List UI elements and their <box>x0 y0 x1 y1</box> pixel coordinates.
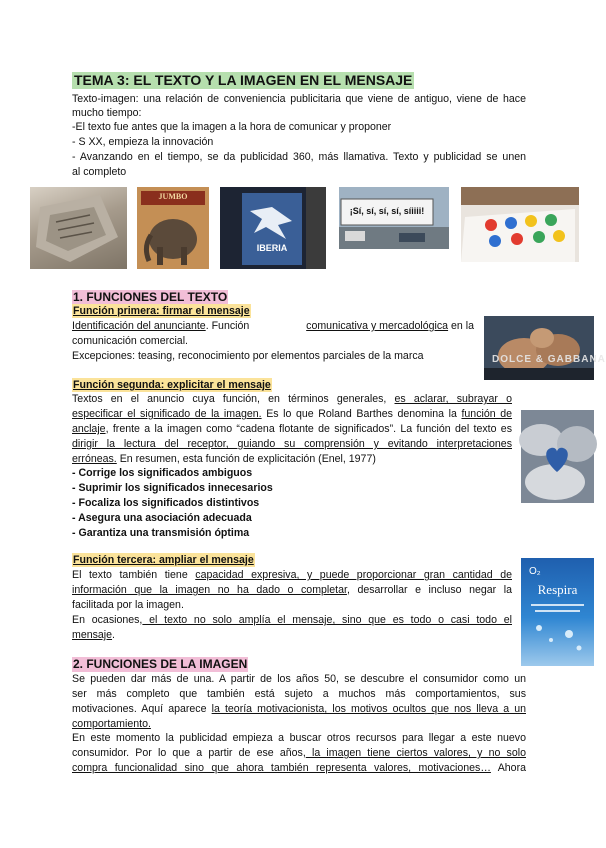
section-2-line <box>72 702 526 717</box>
text-span: En resumen, esta función de explicitación (Enel, 1977) <box>116 453 376 465</box>
twister-bed-image <box>461 187 579 262</box>
text-span: compra funcionalidad sino que ahora también representa valores, motivaciones… <box>72 762 491 774</box>
text-span: , frente a la imagen como “cadena flotante de significados”. La función del texto es <box>105 423 512 435</box>
function-3-line: facilitada por la imagen. <box>72 599 184 611</box>
function-2-line: dirigir la lectura del receptor, guiando su comprensión y evitando interpretaciones <box>72 438 512 450</box>
function-1-line: comunicación comercial. <box>72 335 188 347</box>
text-span: la imagen tiene ciertos valores, y no solo <box>305 747 526 759</box>
function-1-title: Función primera: firmar el mensaje <box>73 305 250 317</box>
billboard-text: ¡Sí, sí, sí, sí, síiiii! <box>349 206 425 216</box>
o2-bubbles-graphic <box>521 558 594 666</box>
dolce-gabbana-ad-image <box>484 316 606 380</box>
text-span: . <box>112 629 115 641</box>
text-span: el texto no solo amplía el mensaje, sino que es todo o casi todo el <box>142 614 512 626</box>
intro-line: - Avanzando en el tiempo, se da publicidad 360, más llamativa. Texto y publicidad se unen <box>72 151 526 163</box>
bullet-item: - Focaliza los significados distintivos <box>72 497 260 509</box>
function-3-line <box>72 583 512 598</box>
billboard-street-image <box>339 187 449 249</box>
intro-line: Texto-imagen: una relación de conveniencia publicitaria que viene de antiguo, viene de hace <box>72 93 526 105</box>
function-2-line <box>72 452 376 467</box>
text-span: información que la imagen no ha dado o completar <box>72 584 347 596</box>
text-span: motivaciones. Aquí aparece <box>72 703 212 715</box>
heart-cloud-graphic <box>521 410 594 503</box>
intro-line: mucho tiempo: <box>72 107 142 119</box>
text-span: es aclarar, subrayar o <box>394 393 512 405</box>
section-2-line: Se pueden dar más de una. A partir de los años 50, se descubre el consumidor como un <box>72 673 526 685</box>
intro-line: -El texto fue antes que la imagen a la hora de comunicar y proponer <box>72 121 392 133</box>
section-2-line: ser más completo que también está sujeto a muchos más comportamientos, sus <box>72 688 526 700</box>
section-2-line <box>72 746 526 761</box>
section-2-line <box>72 761 526 776</box>
function-3-line <box>72 613 512 628</box>
text-span: consumidor. Por lo que a partir de ese años, <box>72 747 306 759</box>
function-1-line: Excepciones: teasing, reconocimiento por elementos parciales de la marca <box>72 350 424 362</box>
iberia-poster-graphic <box>220 187 326 269</box>
stone-inscription-graphic <box>30 187 127 269</box>
function-3-line <box>72 568 512 583</box>
section-2-heading: 2. FUNCIONES DE LA IMAGEN <box>73 657 248 671</box>
heart-cloud-ad-image <box>521 410 594 503</box>
text-span: Es lo que Roland Barthes denomina la <box>261 408 462 420</box>
function-3-line <box>72 628 115 643</box>
respira-title-text: Respira <box>537 582 578 597</box>
intro-line: - S XX, empieza la innovación <box>72 136 214 148</box>
function-2-line <box>72 422 512 437</box>
text-span: El texto también tiene <box>72 569 196 581</box>
text-span: , desarrollar e incluso negar la <box>346 584 512 596</box>
text-span: . Función <box>205 320 250 332</box>
o2-logo-text: O₂ <box>529 566 541 577</box>
text-span: la teoría motivacionista, los motivos ocultos que nos lleva a un <box>211 703 526 715</box>
intro-line: al completo <box>72 166 127 178</box>
billboard-street-graphic <box>339 187 449 249</box>
text-span: función de <box>461 408 513 420</box>
function-1-line <box>72 319 474 334</box>
function-2-line <box>72 407 512 422</box>
stone-inscription-image <box>30 187 127 269</box>
function-2-title: Función segunda: explicitar el mensaje <box>73 379 271 391</box>
section-1-heading: 1. FUNCIONES DEL TEXTO <box>73 290 228 304</box>
bullet-item: - Asegura una asociación adecuada <box>72 512 252 524</box>
dolce-gabbana-graphic <box>484 316 594 380</box>
text-span: mensaje <box>72 629 113 641</box>
text-span: anclaje <box>72 423 106 435</box>
text-span: En ocasiones, <box>72 614 143 626</box>
text-span: Textos en el anuncio cuya función, en términos generales, <box>72 393 395 405</box>
text-span: Identificación del anunciante <box>72 320 206 332</box>
page-title: TEMA 3: EL TEXTO Y LA IMAGEN EN EL MENSAJE <box>74 72 413 88</box>
dolce-gabbana-logo-text: DOLCE & GABBANA <box>492 354 606 365</box>
twister-bed-graphic <box>461 187 579 262</box>
o2-respira-ad-image <box>521 558 594 666</box>
text-span: especificar el significado de la imagen. <box>72 408 262 420</box>
bullet-item: - Corrige los significados ambiguos <box>72 467 253 479</box>
iberia-poster-text: IBERIA <box>256 243 288 253</box>
function-3-title: Función tercera: ampliar el mensaje <box>73 554 254 566</box>
text-span: comunicativa y mercadológica <box>306 320 449 332</box>
section-2-line: En este momento la publicidad empieza a buscar otros recursos para llegar a este nuevo <box>72 732 526 744</box>
text-span: capacidad expresiva, y puede proporcionar gran cantidad de <box>195 569 512 581</box>
jumbo-poster-image <box>137 187 209 269</box>
function-2-line <box>72 392 512 407</box>
bullet-item: - Suprimir los significados innecesarios <box>72 482 273 494</box>
text-span: Ahora <box>490 762 526 774</box>
bullet-item: - Garantiza una transmisión óptima <box>72 527 250 539</box>
text-span: en la <box>448 320 474 332</box>
text-span: erróneas. <box>72 453 117 465</box>
jumbo-poster-text: JUMBO <box>158 192 188 201</box>
iberia-poster-image <box>220 187 326 269</box>
section-2-line: comportamiento. <box>72 718 151 730</box>
